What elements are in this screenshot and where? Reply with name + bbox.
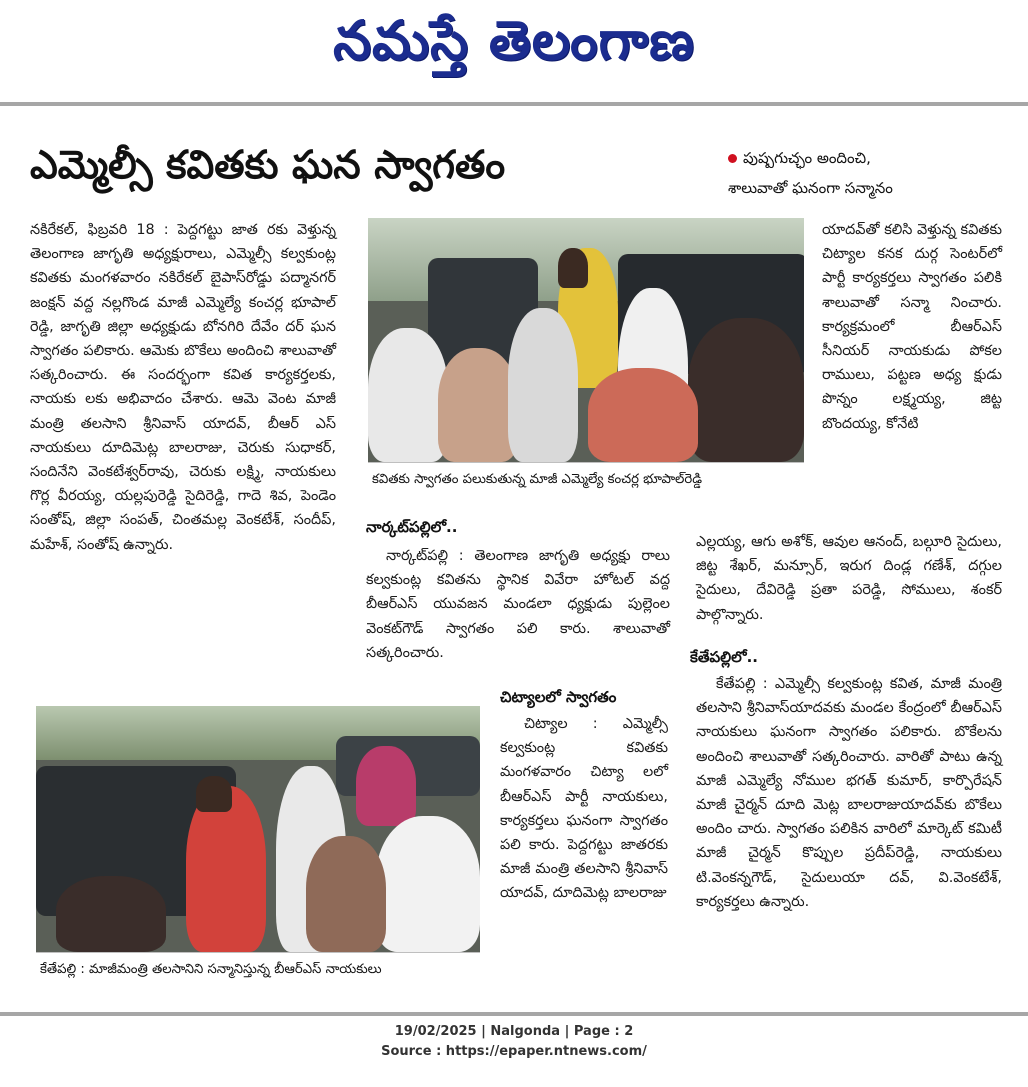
chityal-section — [500, 712, 668, 992]
deck — [728, 143, 1018, 203]
narketpally-section — [366, 544, 670, 674]
kethepally-section — [696, 672, 1002, 1002]
photo-1-caption: కవితకు స్వాగతం పలుకుతున్న మాజీ ఎమ్మెల్యే కంచర్ల భూపాల్‌రెడ్డి — [372, 472, 702, 487]
kethepally-text: కేతేపల్లి : ఎమ్మెల్సీ కల్వకుంట్ల కవిత, మాజీ మంత్రి తలసాని శ్రీనివాస్‌యాదవకు మండల కేంద్రంలో బీఆర్‌ఎస్‌ నాయకులు ఘనంగా స్వాగతం పలికారు. బొకేలను అందించి శాలువాతో సత్కరించారు. వారితో పాటు ఉన్న మాజీ ఎమ్మెల్యే నోముల భగత్‌ కుమార్‌, కార్పొరేషన్‌ మాజీ చైర్మన్‌ దూది మెట్ల బాలరాజుయాదవ్‌కు బొకేలు అందిం చారు. స్వాగతం పలికిన వారిలో మార్కెట్‌ కమిటీ మాజీ చైర్మన్‌ కొప్పుల ప్రదీప్‌రెడ్డి, నాయకులు టి.వెంకన్నగౌడ్‌, సైదులుయా దవ్‌, వి.వెంకటేశ్‌, కార్యకర్తలు ఉన్నారు. — [696, 676, 1002, 910]
photo-2 — [36, 706, 480, 952]
chityal-subhead: చిట్యాలలో స్వాగతం — [500, 688, 617, 706]
chityal-text: చిట్యాల : ఎమ్మెల్సీ కల్వకుంట్ల కవితకు మంగళవారం చిట్యా లలో బీఆర్‌ఎస్‌ పార్టీ నాయకులు, కార్యకర్తలు ఘనంగా స్వాగతం పలి కారు. పెద్దగట్టు జాతరకు మాజీ మంత్రి తలసాని శ్రీనివాస్‌ యాదవ్‌, దూదిమెట్ల బాలరాజు — [500, 716, 668, 902]
masthead — [0, 0, 1028, 100]
column-3-wide-text: ఎల్లయ్య, ఆగు అశోక్‌, ఆవుల ఆనంద్‌, బల్గూరి సైదులు, జిట్ట శేఖర్‌, మన్సూర్‌, ఇరుగ దిండ్ల గణేశ్‌, దగ్గుల సైదులు, దేవిరెడ్డి ప్రతా పరెడ్డి, సోములు, శంకర్‌ పాల్గొన్నారు. — [696, 534, 1002, 623]
headline: ఎమ్మెల్సీ కవితకు ఘన స్వాగతం — [30, 143, 506, 188]
article-column-3-top — [822, 218, 1002, 524]
footer — [0, 1022, 1028, 1062]
narketpally-subhead: నార్కట్‌పల్లిలో.. — [366, 518, 458, 536]
masthead-divider — [0, 102, 1028, 106]
column-1-text: నకిరేకల్‌, ఫిబ్రవరి 18 : పెద్దగట్టు జాత రకు వెళ్తున్న తెలంగాణ జాగృతి అధ్యక్షురాలు, ఎమ్మెల్సీ కల్వకుంట్ల కవితకు మంగళవారం నకిరేకల్‌ బైపాస్‌రోడ్డు పద్మానగర్‌ జంక్షన్‌ వద్ద నల్లగొండ మాజీ ఎమ్మెల్యే కంచర్ల భూపాల్‌ రెడ్డి, జాగృతి జిల్లా అధ్యక్షుడు బోనగిరి దేవేం దర్‌ ఘన స్వాగతం పలికారు. ఆమెకు బొకేలు అందించి శాలువాతో సత్కరించారు. ఈ సందర్భంగా కవిత కార్యకర్తలకు, నాయకు లకు అభివాదం చేశారు. ఆమె వెంట మాజీ మంత్రి తలసాని శ్రీనివాస్‌ యాదవ్‌, బీఆర్‌ ఎస్‌ నాయకులు దూదిమెట్ల బాలరాజు, చెరుకు సుధాకర్‌, సందినేని వెంకటేశ్వర్‌రావు, చెరుకు లక్ష్మి, నాయకులు గొర్ల వీరయ్య, యల్లపురెడ్డి సైదిరెడ్డి, గాదె శివ, పెండెం సంతోష్‌, జిల్లా సంపత్‌, చింతమల్ల వెంకటేశ్‌, సందీప్‌, మహేశ్‌, సంతోష్‌ ఉన్నారు. — [30, 222, 336, 553]
article-column-1 — [30, 218, 336, 690]
deck-line-1: పుష్పగుచ్ఛం అందించి, — [743, 149, 871, 167]
deck-line-2: శాలువాతో ఘనంగా సన్మానం — [728, 179, 893, 197]
photo-2-caption: కేతేపల్లి : మాజీమంత్రి తలసానిని సన్మానిస్తున్న బీఆర్‌ఎస్‌ నాయకులు — [40, 962, 382, 977]
kethepally-subhead: కేతేపల్లిలో.. — [690, 648, 758, 666]
newspaper-logo: నమస్తే తెలంగాణ — [333, 8, 695, 72]
narketpally-text: నార్కట్‌పల్లి : తెలంగాణ జాగృతి అధ్యక్షు రాలు కల్వకుంట్ల కవితను స్థానిక వివేరా హోటల్‌ వద్ద బీఆర్‌ఎస్‌ యువజన మండలా ధ్యక్షుడు పుల్లెంల వెంకట్‌గౌడ్‌ స్వాగతం పలి కారు. శాలువాతో సత్కరించారు. — [366, 548, 670, 661]
bullet-icon — [728, 154, 737, 163]
footer-date-line: 19/02/2025 | Nalgonda | Page : 2 — [394, 1024, 634, 1039]
column-3-top-text: యాదవ్‌తో కలిసి వెళ్తున్న కవితకు చిట్యాల కనక దుర్గ సెంటర్‌లో పార్టీ కార్యకర్తలు స్వాగతం పలికి శాలువాతో సన్మా నించారు. కార్యక్రమంలో బీఆర్‌ఎస్‌ సీనియర్‌ నాయకుడు పోకల రాములు, పట్టణ అధ్య క్షుడు పొన్నం లక్ష్మయ్య, జిట్ట బొందయ్య, కోనేటి — [822, 222, 1002, 432]
footer-source-line: Source : https://epaper.ntnews.com/ — [381, 1044, 647, 1059]
footer-divider — [0, 1012, 1028, 1016]
article-column-3-wide — [696, 530, 1002, 640]
photo-1 — [368, 218, 804, 462]
